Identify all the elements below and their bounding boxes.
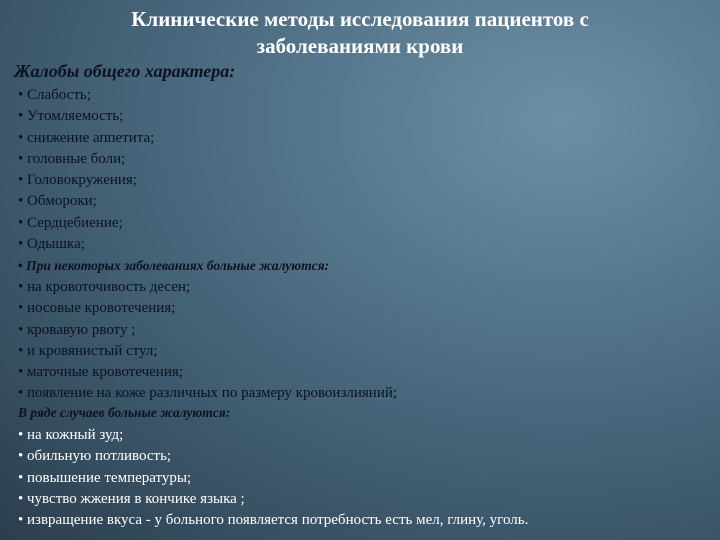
list-item: • маточные кровотечения; <box>18 362 397 383</box>
general-complaints-list <box>18 85 154 255</box>
list-item: • Одышка; <box>18 234 154 255</box>
slide-title-line-2: заболеваниями крови <box>256 34 464 58</box>
list-item: • Обмороки; <box>18 191 154 212</box>
other-complaints-heading: В ряде случаев больные жалуются: <box>18 405 231 420</box>
list-item: • Утомляемость; <box>18 106 154 127</box>
list-item: • снижение аппетита; <box>18 128 154 149</box>
slide-title-line-1: Клинические методы исследования пациентов с <box>131 7 589 31</box>
list-item: • повышение температуры; <box>18 468 528 489</box>
bleeding-complaints-list <box>18 277 397 405</box>
list-item: • обильную потливость; <box>18 446 528 467</box>
list-item: • Сердцебиение; <box>18 213 154 234</box>
other-complaints-list <box>18 425 528 531</box>
list-item: • кровавую рвоту ; <box>18 320 397 341</box>
list-item: • Слабость; <box>18 85 154 106</box>
list-item: • Головокружения; <box>18 170 154 191</box>
list-item: • головные боли; <box>18 149 154 170</box>
list-item: • появление на коже различных по размеру кровоизлияний; <box>18 383 397 404</box>
list-item: • чувство жжения в кончике языка ; <box>18 489 528 510</box>
bleeding-complaints-heading: • При некоторых заболеваниях больные жалуются: <box>18 257 329 275</box>
list-item: • извращение вкуса - у больного появляется потребность есть мел, глину, уголь. <box>18 510 528 531</box>
general-complaints-heading: Жалобы общего характера: <box>14 61 236 81</box>
list-item: • на кровоточивость десен; <box>18 277 397 298</box>
list-item: • на кожный зуд; <box>18 425 528 446</box>
slide-title <box>80 6 640 60</box>
list-item: • и кровянистый стул; <box>18 341 397 362</box>
list-item: • носовые кровотечения; <box>18 298 397 319</box>
